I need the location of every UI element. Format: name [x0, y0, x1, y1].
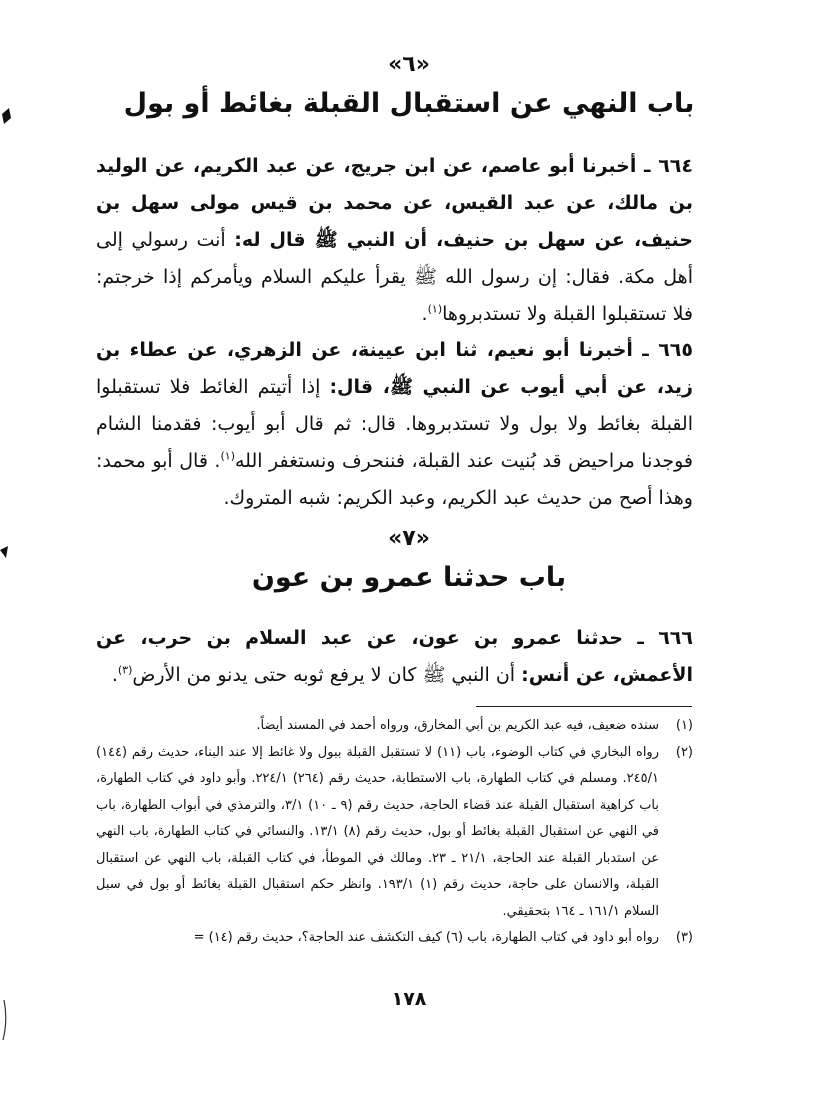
footnote-text: رواه أبو داود في كتاب الطهارة، باب (٦) كيف التكشف عند الحاجة؟، حديث رقم (١٤) = — [193, 930, 659, 945]
section-number: «٧» — [388, 526, 430, 551]
footnote — [96, 925, 693, 952]
page-number: ١٧٨ — [391, 988, 427, 1010]
section-number: «٦» — [388, 52, 430, 77]
chapter-title: باب حدثنا عمرو بن عون — [251, 562, 567, 593]
hadith-isnad: ٦٦٤ ـ أخبرنا أبو عاصم، عن ابن جريج، عن عبد الكريم، عن الوليد بن مالك، عن عبد القيس، عن محمد بن قيس مولى سهل بن حنيف، عن سهل بن حنيف، أن النبي ﷺ قال له: — [96, 155, 693, 251]
hadith-matn: أنت رسولي إلى أهل مكة. فقال: إن رسول الله ﷺ يقرأ عليكم السلام ويأمركم إذا خرجتم: فلا تستقبلوا القبلة ولا تستدبروها — [96, 229, 693, 325]
footnote — [96, 740, 693, 926]
footnote — [96, 713, 693, 740]
footnote-number: (٣) — [675, 930, 693, 945]
footnote-text: سنده ضعيف، فيه عبد الكريم بن أبي المخارق، ورواه أحمد في المسند أيضاً. — [256, 718, 659, 733]
footnotes — [96, 713, 693, 952]
hadith-matn: أن النبي ﷺ كان لا يرفع ثوبه حتى يدنو من الأرض — [132, 664, 522, 686]
footnote-ref: (١) — [220, 449, 235, 463]
footnote-number: (٢) — [675, 744, 693, 760]
hadith-end: . — [111, 664, 118, 686]
footnote-divider — [476, 706, 692, 707]
hadith-isnad: ٦٦٥ ـ أخبرنا أبو نعيم، ثنا ابن عيينة، عن الزهري، عن عطاء بن زيد، عن أبي أيوب عن النبي ﷺ، قال: — [96, 339, 693, 398]
hadith-paragraph — [96, 620, 693, 694]
footnote-text: رواه البخاري في كتاب الوضوء، باب (١١) لا تستقبل القبلة ببول ولا غائط إلا عند البناء، حديث رقم (١٤٤) ٢٤٥/١. ومسلم في كتاب الطهارة، باب الاستطابة، حديث رقم (٢٦٤) ٢٢٤/١. وأبو داود في كتاب الطهارة، باب كراهية استقبال القبلة عند قضاء الحاجة، حديث رقم (٩ ـ ١٠) ٣/١، والترمذي في أبواب الطهارة، باب في النهي عن استقبال القبلة بغائط أو بول، حديث رقم (٨) ١٣/١. والنسائي في كتاب الطهارة، باب النهي عن استدبار القبلة عند الحاجة، ٢١/١ ـ ٢٣. ومالك في الموطأ، في كتاب القبلة، باب النهي عن استقبال القبلة، والانسان على حاجة، حديث رقم (١) ١٩٣/١. وانظر حكم استقبال القبلة بغائط أو بول في سبل السلام ١٦١/١ ـ ١٦٤ بتحقيقي. — [96, 744, 660, 919]
hadith-paragraph — [96, 332, 693, 517]
hadith-paragraph — [96, 148, 693, 333]
footnote-ref: (٣) — [117, 663, 133, 677]
hadith-isnad: ٦٦٦ ـ حدثنا عمرو بن عون، عن عبد السلام بن حرب، عن الأعمش، عن أنس: — [96, 627, 693, 686]
footnote-number: (١) — [675, 718, 693, 733]
hadith-matn: إذا أتيتم الغائط فلا تستقبلوا القبلة بغائط ولا بول ولا تستدبروها. قال: ثم قال أبو أيوب: فقدمنا الشام فوجدنا مراحيض قد بُنيت عند القبلة، فننحرف ونستغفر الله — [96, 376, 693, 472]
hadith-end: . — [421, 303, 428, 325]
chapter-title: باب النهي عن استقبال القبلة بغائط أو بول — [123, 88, 695, 119]
hadith-end: . قال أبو محمد: وهذا أصح من حديث عبد الكريم، وعبد الكريم: شبه المتروك. — [96, 450, 693, 509]
footnote-ref: (١) — [427, 302, 443, 316]
